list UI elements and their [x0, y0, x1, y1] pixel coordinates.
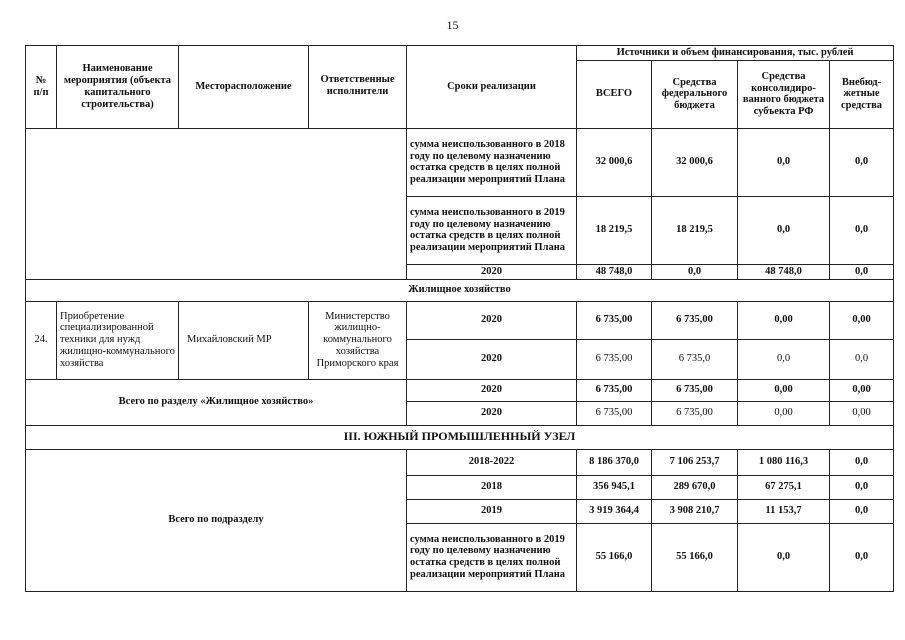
extra-cell: 0,0 — [830, 128, 894, 196]
header-sources: Источники и объем финансирования, тыс. рублей — [577, 46, 894, 61]
term-cell: 2018 — [407, 475, 577, 499]
regional-cell: 0,0 — [738, 128, 830, 196]
item-location: Михайловский МР — [179, 301, 309, 379]
item-responsible: Министерство жилищно-коммунального хозяйства Приморского края — [309, 301, 407, 379]
header-name: Наименование мероприятия (объекта капитального строительства) — [57, 46, 179, 129]
total-cell: 32 000,6 — [577, 128, 652, 196]
regional-cell: 0,00 — [738, 301, 830, 339]
federal-cell: 6 735,00 — [652, 401, 738, 425]
term-cell: сумма неиспользованного в 2019 году по целевому назначению остатка средств в целях полной реализации мероприятий Плана — [407, 196, 577, 264]
extra-cell: 0,0 — [830, 339, 894, 379]
federal-cell: 32 000,6 — [652, 128, 738, 196]
total-cell: 8 186 370,0 — [577, 449, 652, 475]
section-title-3: III. ЮЖНЫЙ ПРОМЫШЛЕННЫЙ УЗЕЛ — [26, 425, 894, 449]
term-cell: сумма неиспользованного в 2018 году по целевому назначению остатка средств в целях полной реализации мероприятий Плана — [407, 128, 577, 196]
continuation-blank — [26, 128, 407, 279]
header-federal: Средства федерального бюджета — [652, 60, 738, 128]
section-row-3 — [26, 425, 894, 449]
header-regional: Средства консолидиро-ванного бюджета субъекта РФ — [738, 60, 830, 128]
regional-cell: 0,00 — [738, 401, 830, 425]
subsection-total-label: Всего по подразделу — [26, 449, 407, 591]
regional-cell: 0,0 — [738, 196, 830, 264]
federal-cell: 6 735,0 — [652, 339, 738, 379]
extra-cell: 0,00 — [830, 379, 894, 401]
total-cell: 6 735,00 — [577, 339, 652, 379]
term-cell: сумма неиспользованного в 2019 году по целевому назначению остатка средств в целях полной реализации мероприятий Плана — [407, 523, 577, 591]
header-num: № п/п — [26, 46, 57, 129]
extra-cell: 0,0 — [830, 499, 894, 523]
table-row — [26, 128, 894, 196]
federal-cell: 6 735,00 — [652, 301, 738, 339]
total-cell: 6 735,00 — [577, 401, 652, 425]
page-number: 15 — [446, 18, 459, 32]
header-terms: Сроки реализации — [407, 46, 577, 129]
housing-total-label: Всего по разделу «Жилищное хозяйство» — [26, 379, 407, 425]
total-cell: 356 945,1 — [577, 475, 652, 499]
header-responsible: Ответственные исполнители — [309, 46, 407, 129]
term-cell: 2020 — [407, 264, 577, 279]
total-cell: 6 735,00 — [577, 379, 652, 401]
federal-cell: 289 670,0 — [652, 475, 738, 499]
header-location: Месторасположение — [179, 46, 309, 129]
federal-cell: 0,0 — [652, 264, 738, 279]
extra-cell: 0,0 — [830, 264, 894, 279]
federal-cell: 3 908 210,7 — [652, 499, 738, 523]
header-total: ВСЕГО — [577, 60, 652, 128]
extra-cell: 0,0 — [830, 196, 894, 264]
term-cell: 2020 — [407, 379, 577, 401]
extra-cell: 0,00 — [830, 301, 894, 339]
term-cell: 2020 — [407, 301, 577, 339]
extra-cell: 0,00 — [830, 401, 894, 425]
table-row — [26, 379, 894, 401]
regional-cell: 11 153,7 — [738, 499, 830, 523]
regional-cell: 67 275,1 — [738, 475, 830, 499]
total-cell: 6 735,00 — [577, 301, 652, 339]
financing-table — [25, 45, 894, 592]
extra-cell: 0,0 — [830, 523, 894, 591]
term-cell: 2020 — [407, 401, 577, 425]
regional-cell: 48 748,0 — [738, 264, 830, 279]
header-row-1 — [26, 46, 894, 61]
total-cell: 18 219,5 — [577, 196, 652, 264]
federal-cell: 55 166,0 — [652, 523, 738, 591]
federal-cell: 18 219,5 — [652, 196, 738, 264]
extra-cell: 0,0 — [830, 475, 894, 499]
table-row — [26, 449, 894, 475]
regional-cell: 0,00 — [738, 379, 830, 401]
regional-cell: 0,0 — [738, 339, 830, 379]
term-cell: 2019 — [407, 499, 577, 523]
regional-cell: 0,0 — [738, 523, 830, 591]
item-num: 24. — [26, 301, 57, 379]
total-cell: 55 166,0 — [577, 523, 652, 591]
total-cell: 48 748,0 — [577, 264, 652, 279]
term-cell: 2018-2022 — [407, 449, 577, 475]
table-row — [26, 301, 894, 339]
section-row-housing — [26, 279, 894, 301]
total-cell: 3 919 364,4 — [577, 499, 652, 523]
item-name: Приобретение специализированной техники для нужд жилищно-коммунального хозяйства — [57, 301, 179, 379]
regional-cell: 1 080 116,3 — [738, 449, 830, 475]
federal-cell: 7 106 253,7 — [652, 449, 738, 475]
extra-cell: 0,0 — [830, 449, 894, 475]
section-title-housing: Жилищное хозяйство — [26, 279, 894, 301]
header-extra: Внебюд-жетные средства — [830, 60, 894, 128]
federal-cell: 6 735,00 — [652, 379, 738, 401]
term-cell: 2020 — [407, 339, 577, 379]
